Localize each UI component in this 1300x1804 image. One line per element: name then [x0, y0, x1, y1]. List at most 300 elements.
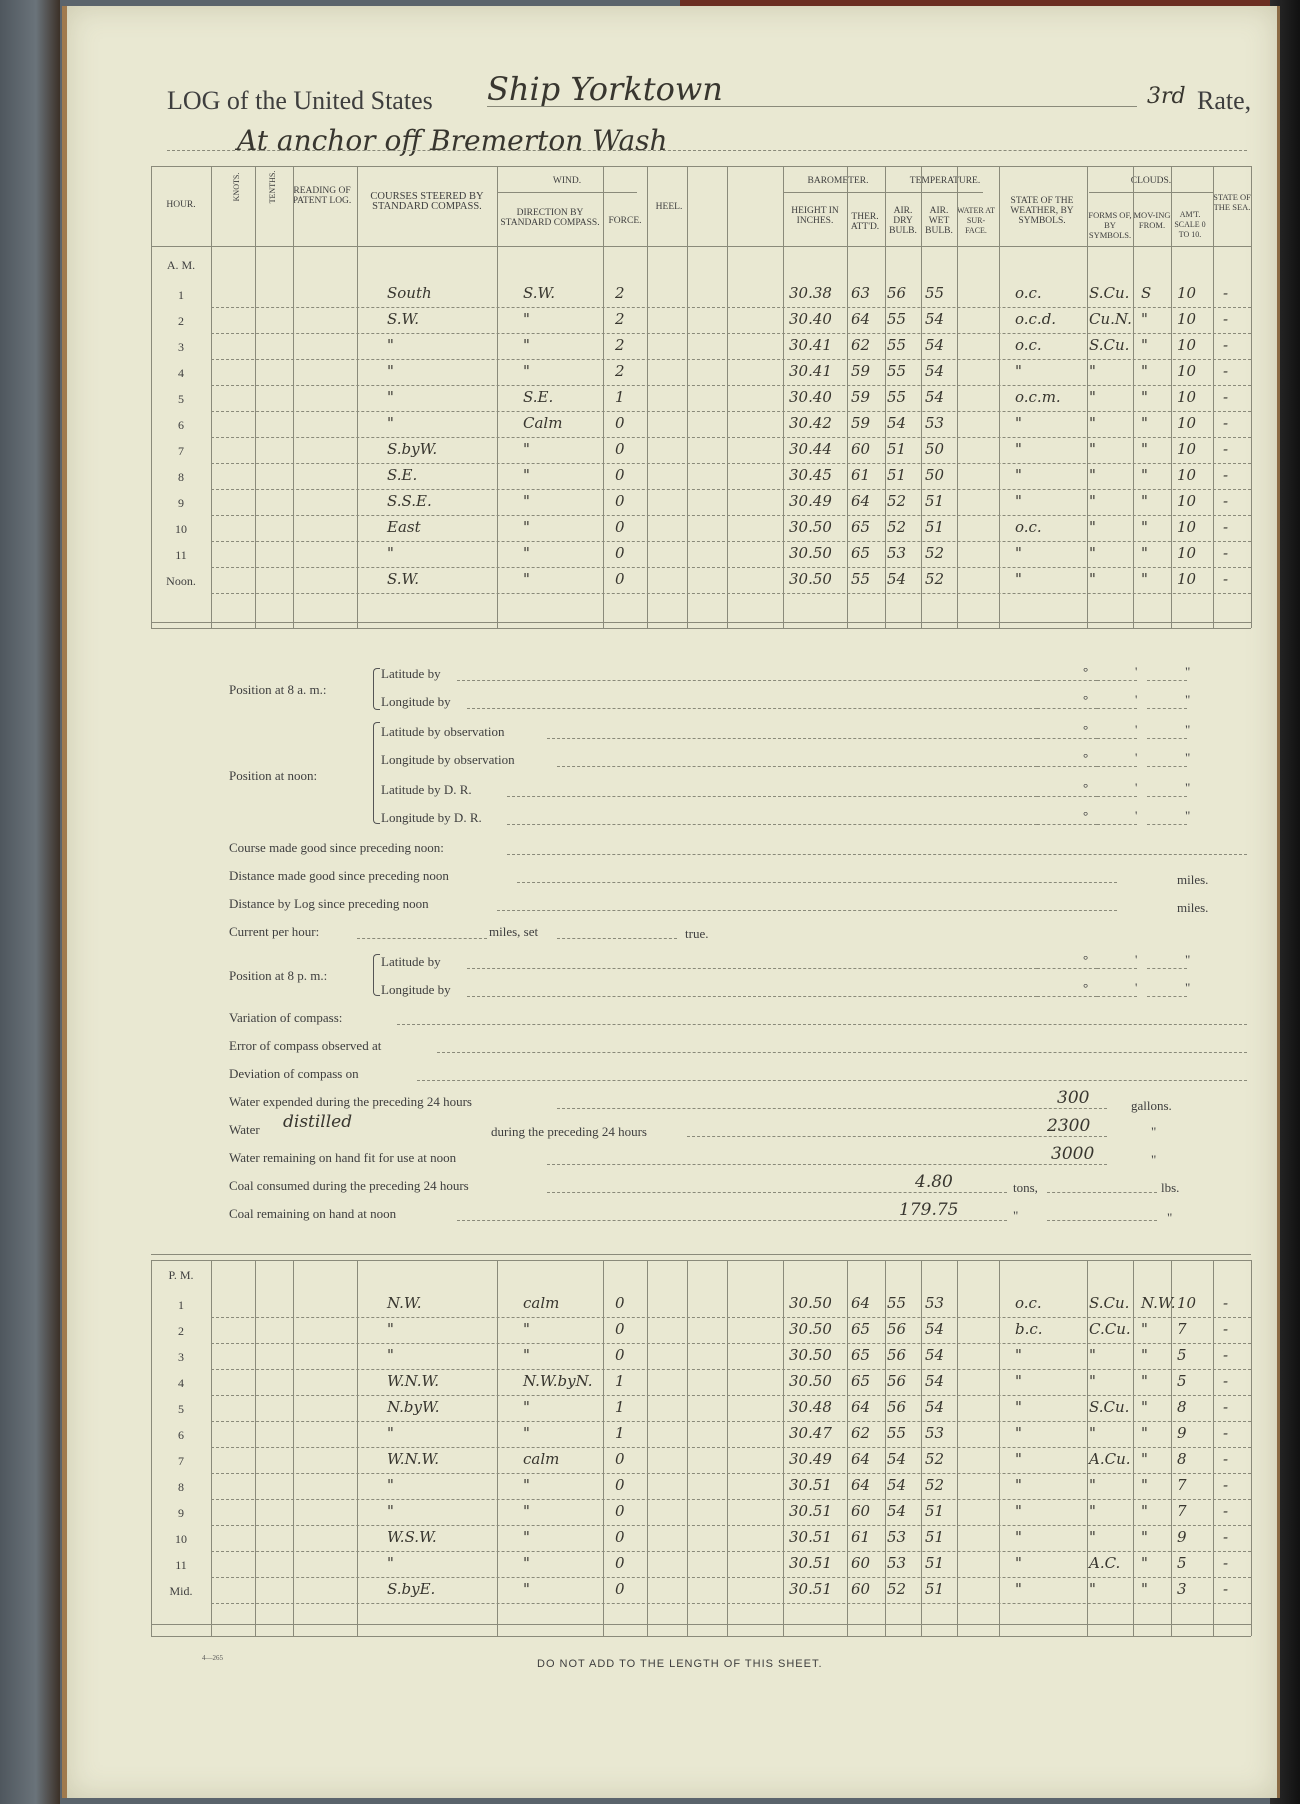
am-weather-cell: o.c. [1015, 284, 1042, 302]
second-mark: " [1185, 664, 1191, 679]
pm-cloud-moving-cell: N.W. [1141, 1294, 1176, 1312]
pm-wind-force-cell: 0 [615, 1346, 625, 1364]
col-temperature: TEMPERATURE. [909, 176, 981, 186]
minute-mark: ' [1135, 980, 1138, 995]
pm-course-cell: N.W. [387, 1294, 422, 1312]
am-cloud-amount-cell: 10 [1177, 518, 1197, 536]
pm-air-wet-cell: 54 [925, 1320, 945, 1338]
am-course-cell: " [387, 544, 394, 562]
pm-wind-direction-cell: " [523, 1424, 530, 1442]
am-course-cell: S.S.E. [387, 492, 432, 510]
am-hour-label: 8 [178, 470, 184, 484]
am-cloud-moving-cell: " [1141, 388, 1148, 406]
pm-wind-force-cell: 0 [615, 1476, 625, 1494]
pm-wind-force-cell: 1 [615, 1398, 625, 1416]
minute-mark: ' [1135, 664, 1138, 679]
pm-air-wet-cell: 51 [925, 1554, 945, 1572]
am-wind-force-cell: 2 [615, 284, 625, 302]
am-wind-direction-cell: " [523, 570, 530, 588]
pm-cloud-amount-cell: 5 [1177, 1346, 1187, 1364]
pm-wind-force-cell: 0 [615, 1528, 625, 1546]
am-cloud-moving-cell: " [1141, 570, 1148, 588]
water-distilled-value: 2300 [1047, 1116, 1091, 1136]
ship-rate: Rate, [1197, 86, 1252, 115]
col-cloud-amount: AM'T. SCALE 0 TO 10. [1174, 210, 1206, 239]
minute-mark: ' [1135, 722, 1138, 737]
degree-mark: ° [1083, 722, 1089, 737]
col-hour: HOUR. [166, 200, 196, 210]
am-wind-direction-cell: " [523, 466, 530, 484]
degree-mark: ° [1083, 692, 1089, 707]
pm-air-dry-cell: 53 [887, 1528, 907, 1546]
pm-hour-label: 11 [175, 1558, 187, 1572]
pm-cloud-forms-cell: S.Cu. [1089, 1294, 1130, 1312]
coal-remaining-label: Coal remaining on hand at noon [229, 1206, 397, 1221]
am-ther-attd-cell: 65 [851, 544, 871, 562]
pm-wind-direction-cell: N.W.byN. [523, 1372, 593, 1390]
am-wind-direction-cell: " [523, 518, 530, 536]
pm-cloud-moving-cell: " [1141, 1398, 1148, 1416]
am-ther-attd-cell: 59 [851, 388, 871, 406]
am-wind-force-cell: 0 [615, 518, 625, 536]
am-hour-label: 9 [178, 496, 184, 510]
lat-8pm-label: Latitude by [381, 954, 441, 969]
water-distilled-label: during the preceding 24 hours [491, 1124, 647, 1139]
col-tenths: TENTHS. [268, 170, 277, 204]
pm-cloud-amount-cell: 8 [1177, 1450, 1187, 1468]
lon-8pm-label: Longitude by [381, 982, 451, 997]
distance-by-log-label: Distance by Log since preceding noon [229, 896, 429, 911]
col-sea: STATE OF THE SEA. [1213, 192, 1251, 212]
pm-hour-label: 7 [178, 1454, 184, 1468]
pm-cloud-moving-cell: " [1141, 1346, 1148, 1364]
pm-barometer-cell: 30.51 [789, 1476, 832, 1494]
am-weather-cell: o.c. [1015, 336, 1042, 354]
am-air-dry-cell: 54 [887, 570, 907, 588]
pm-course-cell: " [387, 1502, 394, 1520]
degree-mark: ° [1083, 664, 1089, 679]
distance-miles-1: miles. [1177, 872, 1209, 887]
coal-tons: tons, [1013, 1180, 1038, 1195]
am-hour-label: 11 [175, 548, 187, 562]
pm-air-dry-cell: 52 [887, 1580, 907, 1598]
pm-air-wet-cell: 51 [925, 1502, 945, 1520]
am-cloud-amount-cell: 10 [1177, 362, 1197, 380]
pm-wind-force-cell: 0 [615, 1320, 625, 1338]
am-sea-state-cell: - [1223, 362, 1229, 380]
pm-course-cell: N.byW. [387, 1398, 440, 1416]
am-weather-cell: o.c.m. [1015, 388, 1061, 406]
pm-ther-attd-cell: 62 [851, 1424, 871, 1442]
ship-name: Ship Yorktown [487, 70, 723, 108]
am-barometer-cell: 30.41 [789, 362, 832, 380]
pm-cloud-forms-cell: C.Cu. [1089, 1320, 1131, 1338]
second-mark: " [1185, 750, 1191, 765]
footer-note: DO NOT ADD TO THE LENGTH OF THIS SHEET. [537, 1658, 823, 1670]
pm-ther-attd-cell: 64 [851, 1476, 871, 1494]
lon-obs-label: Longitude by observation [381, 752, 515, 767]
am-wind-force-cell: 0 [615, 466, 625, 484]
am-cloud-forms-cell: " [1089, 414, 1096, 432]
pm-cloud-amount-cell: 7 [1177, 1502, 1187, 1520]
am-ther-attd-cell: 59 [851, 414, 871, 432]
lat-obs-label: Latitude by observation [381, 724, 505, 739]
pm-sea-state-cell: - [1223, 1346, 1229, 1364]
col-cloud-forms: FORMS OF, BY SYMBOLS. [1088, 210, 1132, 240]
am-sea-state-cell: - [1223, 284, 1229, 302]
pm-wind-direction-cell: " [523, 1398, 530, 1416]
am-course-cell: " [387, 414, 394, 432]
coal-ditto-2: " [1167, 1210, 1173, 1225]
coal-remaining-value: 179.75 [899, 1200, 959, 1220]
pm-cloud-moving-cell: " [1141, 1424, 1148, 1442]
pm-sea-state-cell: - [1223, 1294, 1229, 1312]
am-cloud-amount-cell: 10 [1177, 388, 1197, 406]
pm-cloud-amount-cell: 7 [1177, 1476, 1187, 1494]
pm-cloud-forms-cell: " [1089, 1372, 1096, 1390]
am-wind-direction-cell: " [523, 544, 530, 562]
pm-sea-state-cell: - [1223, 1554, 1229, 1572]
am-cloud-moving-cell: " [1141, 310, 1148, 328]
col-weather: STATE OF THE WEATHER, BY SYMBOLS. [1010, 196, 1074, 226]
am-hour-label: 4 [178, 366, 184, 380]
pm-course-cell: S.byE. [387, 1580, 436, 1598]
pm-hour-label: 3 [178, 1350, 184, 1364]
am-ther-attd-cell: 61 [851, 466, 871, 484]
pm-cloud-forms-cell: " [1089, 1346, 1096, 1364]
am-barometer-cell: 30.38 [789, 284, 832, 302]
pm-weather-cell: " [1015, 1424, 1022, 1442]
pm-sea-state-cell: - [1223, 1502, 1229, 1520]
am-course-cell: S.W. [387, 570, 420, 588]
am-weather-cell: " [1015, 466, 1022, 484]
am-wind-force-cell: 2 [615, 310, 625, 328]
pm-barometer-cell: 30.49 [789, 1450, 832, 1468]
current-miles-set: miles, set [489, 924, 539, 939]
pm-weather-cell: " [1015, 1502, 1022, 1520]
pm-ther-attd-cell: 64 [851, 1294, 871, 1312]
am-wind-force-cell: 0 [615, 492, 625, 510]
bracket [373, 954, 380, 996]
col-barometer: BAROMETER. [807, 176, 869, 186]
pm-sea-state-cell: - [1223, 1372, 1229, 1390]
error-label: Error of compass observed at [229, 1038, 382, 1053]
pm-barometer-cell: 30.51 [789, 1580, 832, 1598]
book-binding [0, 0, 60, 1804]
am-cloud-amount-cell: 10 [1177, 466, 1197, 484]
am-cloud-forms-cell: " [1089, 388, 1096, 406]
pm-ther-attd-cell: 64 [851, 1398, 871, 1416]
pm-cloud-moving-cell: " [1141, 1502, 1148, 1520]
am-sea-state-cell: - [1223, 336, 1229, 354]
am-air-wet-cell: 54 [925, 388, 945, 406]
am-sea-state-cell: - [1223, 570, 1229, 588]
am-barometer-cell: 30.50 [789, 570, 832, 588]
am-hour-label: 5 [178, 392, 184, 406]
course-made-good-label: Course made good since preceding noon: [229, 840, 444, 855]
pm-cloud-moving-cell: " [1141, 1320, 1148, 1338]
pm-wind-direction-cell: " [523, 1528, 530, 1546]
pm-weather-cell: " [1015, 1346, 1022, 1364]
coal-ditto-1: " [1013, 1208, 1019, 1223]
pm-air-dry-cell: 56 [887, 1320, 907, 1338]
log-title: LOG of the United States [167, 86, 433, 115]
am-cloud-forms-cell: " [1089, 492, 1096, 510]
am-course-cell: " [387, 388, 394, 406]
am-ther-attd-cell: 64 [851, 492, 871, 510]
pm-weather-cell: " [1015, 1528, 1022, 1546]
pm-air-wet-cell: 53 [925, 1424, 945, 1442]
water-ditto-2: " [1151, 1152, 1157, 1167]
am-barometer-cell: 30.44 [789, 440, 832, 458]
am-label: A. M. [166, 258, 196, 272]
am-wind-force-cell: 0 [615, 414, 625, 432]
pm-barometer-cell: 30.50 [789, 1320, 832, 1338]
am-wind-force-cell: 2 [615, 336, 625, 354]
distance-made-good-label: Distance made good since preceding noon [229, 868, 449, 883]
am-sea-state-cell: - [1223, 440, 1229, 458]
water-gallons: gallons. [1131, 1098, 1172, 1113]
am-cloud-moving-cell: " [1141, 414, 1148, 432]
am-weather-cell: " [1015, 362, 1022, 380]
degree-mark: ° [1083, 750, 1089, 765]
minute-mark: ' [1135, 808, 1138, 823]
pm-wind-direction-cell: " [523, 1554, 530, 1572]
degree-mark: ° [1083, 980, 1089, 995]
am-course-cell: S.W. [387, 310, 420, 328]
am-barometer-cell: 30.45 [789, 466, 832, 484]
am-hour-label: 3 [178, 340, 184, 354]
am-air-wet-cell: 52 [925, 544, 945, 562]
pm-hour-label: 2 [178, 1324, 184, 1338]
am-air-dry-cell: 54 [887, 414, 907, 432]
am-barometer-cell: 30.41 [789, 336, 832, 354]
pm-course-cell: " [387, 1346, 394, 1364]
pm-hour-label: Mid. [169, 1584, 193, 1598]
pm-barometer-cell: 30.51 [789, 1554, 832, 1572]
pm-air-dry-cell: 54 [887, 1476, 907, 1494]
am-barometer-cell: 30.49 [789, 492, 832, 510]
pm-ther-attd-cell: 60 [851, 1502, 871, 1520]
water-distilled-handwritten: distilled [283, 1112, 353, 1132]
am-wind-force-cell: 1 [615, 388, 625, 406]
am-wind-force-cell: 0 [615, 440, 625, 458]
coal-consumed-value: 4.80 [915, 1172, 953, 1192]
pm-label: P. M. [168, 1268, 194, 1282]
second-mark: " [1185, 722, 1191, 737]
pm-wind-direction-cell: " [523, 1476, 530, 1494]
pm-weather-cell: b.c. [1015, 1320, 1043, 1338]
pm-weather-cell: " [1015, 1554, 1022, 1572]
pm-ther-attd-cell: 65 [851, 1346, 871, 1364]
pm-sea-state-cell: - [1223, 1528, 1229, 1546]
am-air-dry-cell: 51 [887, 466, 907, 484]
water-remaining-value: 3000 [1051, 1144, 1095, 1164]
pm-course-cell: " [387, 1424, 394, 1442]
am-hour-label: 1 [178, 288, 184, 302]
pm-wind-force-cell: 0 [615, 1502, 625, 1520]
am-cloud-forms-cell: " [1089, 466, 1096, 484]
pm-sea-state-cell: - [1223, 1424, 1229, 1442]
am-course-cell: East [387, 518, 421, 536]
am-cloud-forms-cell: " [1089, 570, 1096, 588]
pm-weather-cell: o.c. [1015, 1294, 1042, 1312]
pm-wind-direction-cell: calm [523, 1450, 560, 1468]
am-cloud-amount-cell: 10 [1177, 336, 1197, 354]
deviation-label: Deviation of compass on [229, 1066, 359, 1081]
pm-hour-label: 1 [178, 1298, 184, 1312]
minute-mark: ' [1135, 952, 1138, 967]
pm-course-cell: " [387, 1476, 394, 1494]
am-hour-label: 2 [178, 314, 184, 328]
am-weather-cell: " [1015, 492, 1022, 510]
am-air-wet-cell: 51 [925, 518, 945, 536]
am-hour-label: 7 [178, 444, 184, 458]
pm-cloud-amount-cell: 9 [1177, 1528, 1187, 1546]
pm-air-wet-cell: 54 [925, 1398, 945, 1416]
am-weather-cell: o.c.d. [1015, 310, 1057, 328]
pm-air-dry-cell: 53 [887, 1554, 907, 1572]
bracket [373, 722, 380, 824]
pos-8pm-label: Position at 8 p. m.: [229, 968, 328, 983]
pm-cloud-amount-cell: 9 [1177, 1424, 1187, 1442]
am-wind-direction-cell: " [523, 492, 530, 510]
pm-wind-direction-cell: " [523, 1580, 530, 1598]
pm-wind-direction-cell: " [523, 1346, 530, 1364]
am-air-dry-cell: 55 [887, 310, 907, 328]
pm-cloud-amount-cell: 5 [1177, 1554, 1187, 1572]
am-sea-state-cell: - [1223, 492, 1229, 510]
am-air-wet-cell: 54 [925, 362, 945, 380]
pm-wind-force-cell: 0 [615, 1554, 625, 1572]
pm-barometer-cell: 30.51 [789, 1502, 832, 1520]
pm-air-dry-cell: 54 [887, 1502, 907, 1520]
am-ther-attd-cell: 65 [851, 518, 871, 536]
am-air-wet-cell: 54 [925, 336, 945, 354]
pm-cloud-amount-cell: 7 [1177, 1320, 1187, 1338]
am-air-dry-cell: 51 [887, 440, 907, 458]
am-ther-attd-cell: 60 [851, 440, 871, 458]
pm-hour-label: 4 [178, 1376, 184, 1390]
pm-weather-cell: " [1015, 1476, 1022, 1494]
water-expended-label: Water expended during the preceding 24 hours [229, 1094, 472, 1109]
second-mark: " [1185, 808, 1191, 823]
pm-air-wet-cell: 51 [925, 1528, 945, 1546]
am-air-wet-cell: 50 [925, 466, 945, 484]
am-ther-attd-cell: 55 [851, 570, 871, 588]
pm-wind-force-cell: 0 [615, 1450, 625, 1468]
pm-cloud-moving-cell: " [1141, 1528, 1148, 1546]
pm-sea-state-cell: - [1223, 1320, 1229, 1338]
am-cloud-moving-cell: " [1141, 518, 1148, 536]
pm-weather-cell: " [1015, 1398, 1022, 1416]
am-barometer-cell: 30.40 [789, 388, 832, 406]
am-cloud-forms-cell: " [1089, 518, 1096, 536]
pm-cloud-forms-cell: A.Cu. [1089, 1450, 1131, 1468]
pm-sea-state-cell: - [1223, 1580, 1229, 1598]
am-air-dry-cell: 56 [887, 284, 907, 302]
current-label: Current per hour: [229, 924, 320, 939]
pm-cloud-moving-cell: " [1141, 1372, 1148, 1390]
am-cloud-amount-cell: 10 [1177, 492, 1197, 510]
am-cloud-moving-cell: " [1141, 440, 1148, 458]
pm-hour-label: 9 [178, 1506, 184, 1520]
am-air-dry-cell: 55 [887, 336, 907, 354]
pos-8am-label: Position at 8 a. m.: [229, 682, 327, 697]
pm-wind-direction-cell: " [523, 1502, 530, 1520]
pm-air-dry-cell: 54 [887, 1450, 907, 1468]
pm-air-dry-cell: 56 [887, 1398, 907, 1416]
col-wind-direction: DIRECTION BY STANDARD COMPASS. [500, 208, 600, 228]
pm-cloud-forms-cell: " [1089, 1424, 1096, 1442]
am-wind-force-cell: 0 [615, 544, 625, 562]
col-clouds: CLOUDS. [1130, 176, 1172, 186]
minute-mark: ' [1135, 692, 1138, 707]
am-air-dry-cell: 52 [887, 518, 907, 536]
am-course-cell: South [387, 284, 432, 302]
log-page [62, 6, 1280, 1798]
am-barometer-cell: 30.42 [789, 414, 832, 432]
lat-8am-label: Latitude by [381, 666, 441, 681]
am-air-wet-cell: 50 [925, 440, 945, 458]
col-water-surface: WATER AT SUR-FACE. [957, 206, 995, 235]
am-cloud-amount-cell: 10 [1177, 414, 1197, 432]
col-wind-force: FORCE. [608, 216, 642, 226]
am-hour-label: 6 [178, 418, 184, 432]
col-wind: WIND. [552, 176, 582, 186]
degree-mark: ° [1083, 780, 1089, 795]
am-course-cell: " [387, 362, 394, 380]
pm-ther-attd-cell: 65 [851, 1320, 871, 1338]
pm-wind-force-cell: 1 [615, 1372, 625, 1390]
second-mark: " [1185, 980, 1191, 995]
am-ther-attd-cell: 63 [851, 284, 871, 302]
am-cloud-forms-cell: S.Cu. [1089, 284, 1130, 302]
col-courses: COURSES STEERED BY STANDARD COMPASS. [370, 191, 484, 212]
am-air-wet-cell: 51 [925, 492, 945, 510]
form-number: 4—265 [202, 1654, 223, 1662]
pm-air-wet-cell: 52 [925, 1450, 945, 1468]
pm-wind-force-cell: 0 [615, 1580, 625, 1598]
pm-cloud-amount-cell: 3 [1177, 1580, 1187, 1598]
ship-rate-number: 3rd [1147, 84, 1186, 109]
pm-sea-state-cell: - [1223, 1476, 1229, 1494]
pm-wind-force-cell: 0 [615, 1294, 625, 1312]
pm-cloud-forms-cell: S.Cu. [1089, 1398, 1130, 1416]
pm-cloud-moving-cell: " [1141, 1476, 1148, 1494]
pm-air-wet-cell: 52 [925, 1476, 945, 1494]
minute-mark: ' [1135, 780, 1138, 795]
pm-cloud-moving-cell: " [1141, 1450, 1148, 1468]
pm-cloud-amount-cell: 8 [1177, 1398, 1187, 1416]
coal-consumed-label: Coal consumed during the preceding 24 hours [229, 1178, 469, 1193]
am-cloud-moving-cell: " [1141, 362, 1148, 380]
pm-cloud-forms-cell: " [1089, 1476, 1096, 1494]
degree-mark: ° [1083, 808, 1089, 823]
am-cloud-moving-cell: " [1141, 544, 1148, 562]
pm-ther-attd-cell: 60 [851, 1580, 871, 1598]
lon-dr-label: Longitude by D. R. [381, 810, 482, 825]
am-weather-cell: " [1015, 570, 1022, 588]
col-air-dry: AIR. DRY BULB. [889, 206, 917, 236]
pm-weather-cell: " [1015, 1450, 1022, 1468]
am-wind-direction-cell: S.W. [523, 284, 556, 302]
am-hour-label: Noon. [166, 574, 196, 588]
water-ditto-1: " [1151, 1124, 1157, 1139]
second-mark: " [1185, 780, 1191, 795]
pm-ther-attd-cell: 65 [851, 1372, 871, 1390]
col-air-wet: AIR. WET BULB. [925, 206, 953, 236]
